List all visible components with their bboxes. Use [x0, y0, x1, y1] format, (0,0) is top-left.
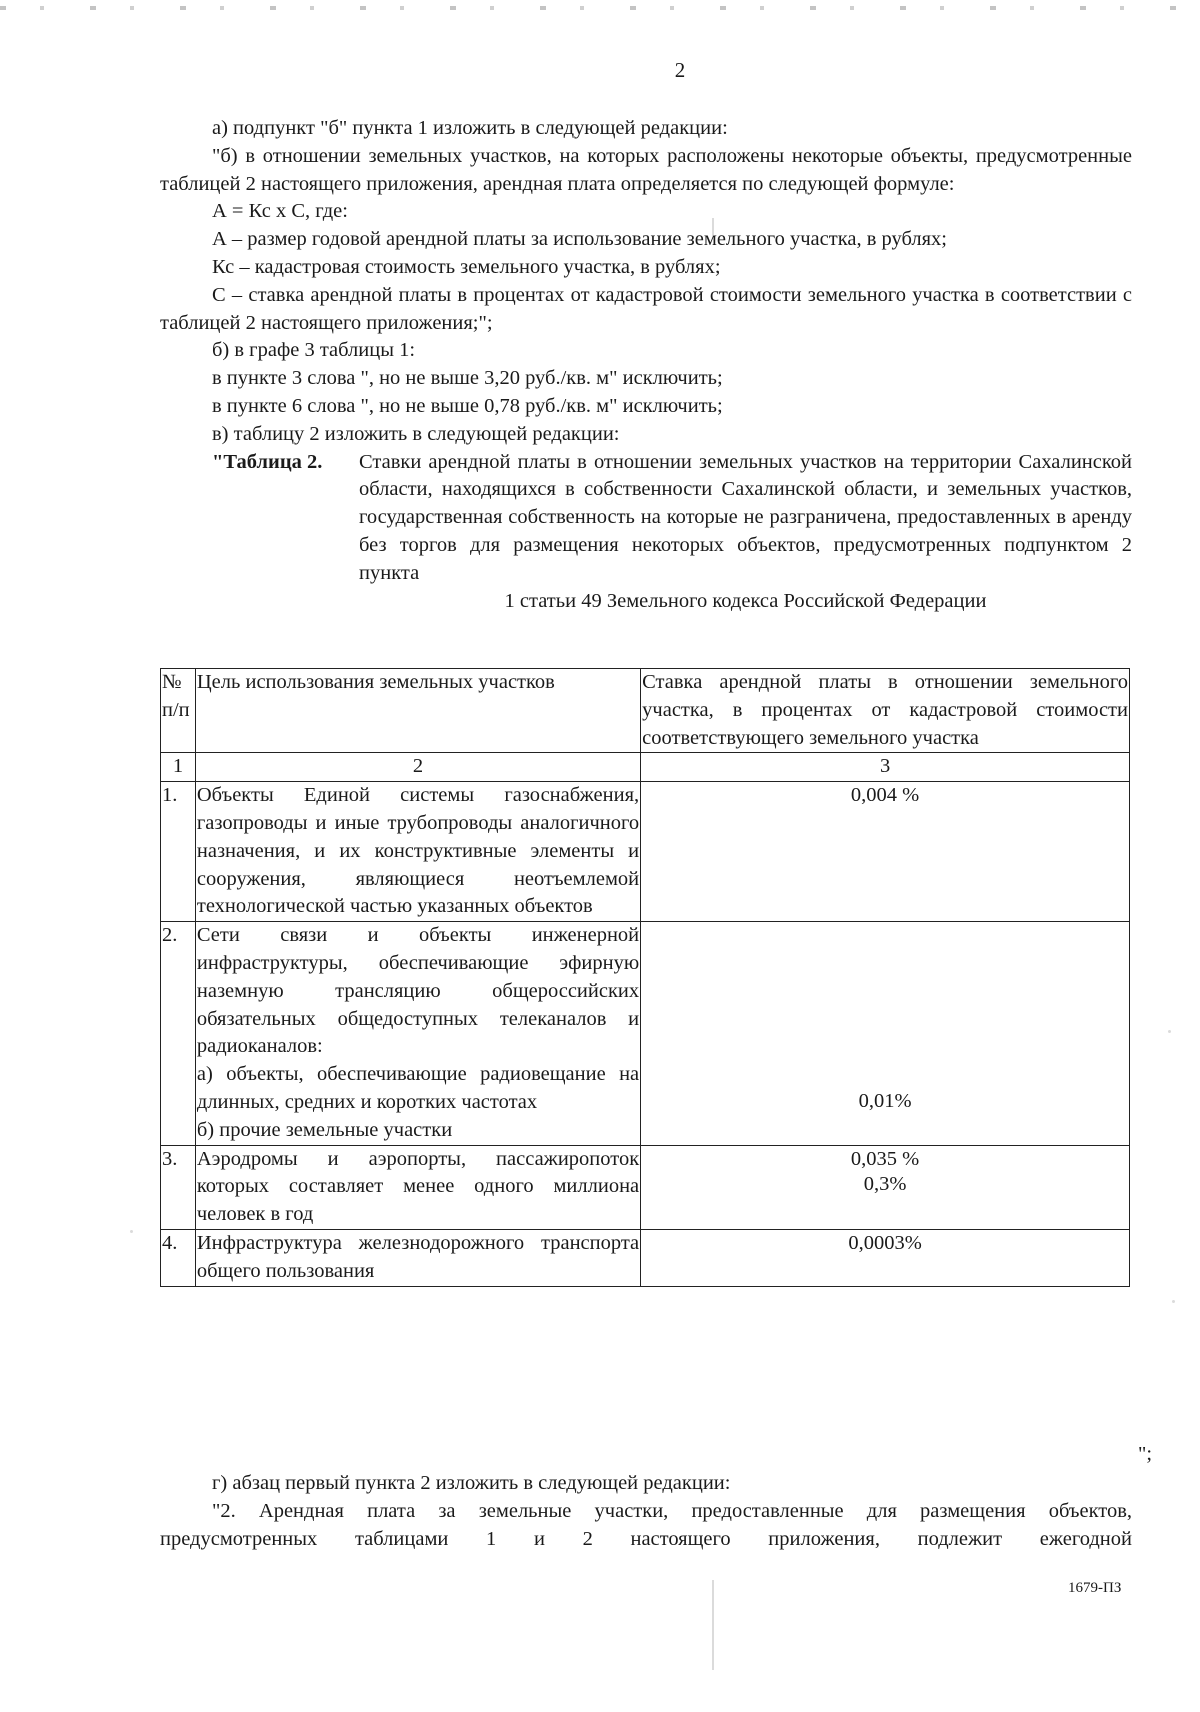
- table-title-text: Ставки арендной платы в отношении земельных участков на территории Сахалинской области, находящихся в собственности Сахалинской области, и земельных участков, государственная собственность на которые не разграничена, предоставленных в аренду без торгов для размещения некоторых объектов, предусмотренных подпунктом 2 пункта 1 статьи 49 Земельного кодекса Российской Федерации: [359, 449, 1132, 616]
- row-number: 3.: [161, 1145, 196, 1229]
- paragraph-subpoint-g: г) абзац первый пункта 2 изложить в следующей редакции:: [212, 1472, 731, 1494]
- paragraph-formula: А = Кс х С, где:: [212, 200, 348, 223]
- row-purpose: Инфраструктура железнодорожного транспорта общего пользования: [195, 1229, 640, 1286]
- table-row: [161, 782, 1130, 922]
- scan-speck: [1168, 1030, 1171, 1033]
- header-number: № п/п: [161, 669, 196, 753]
- row-number: 4.: [161, 1229, 196, 1286]
- row-number: 2.: [161, 922, 196, 1145]
- paragraph-def-c: С – ставка арендной платы в процентах от кадастровой стоимости земельного участка в соответствии с таблицей 2 настоящего приложения;";: [160, 283, 1132, 334]
- table-header-row: [161, 669, 1130, 753]
- row-purpose: [195, 922, 640, 1145]
- scan-speck: [1172, 1300, 1175, 1303]
- header-purpose: Цель использования земельных участков: [195, 669, 640, 753]
- colnum-2: 2: [195, 753, 640, 782]
- scan-speck: [130, 1230, 133, 1233]
- table-closing-quote: ";: [1138, 1443, 1153, 1465]
- row-rate: 0,004 %: [641, 782, 1130, 922]
- table-title-label: "Таблица 2.: [212, 450, 323, 473]
- row-purpose-sub-a: а) объекты, обеспечивающие радиовещание на длинных, средних и коротких частотах: [196, 1063, 640, 1113]
- row-rate: 0,035 %: [641, 1145, 1130, 1229]
- paragraph-subpoint-v: в) таблицу 2 изложить в следующей редакции:: [212, 422, 620, 445]
- row-purpose-main: Сети связи и объекты инженерной инфраструктуры, обеспечивающие эфирную наземную трансляцию общероссийских обязательных общедоступных телеканалов и радиоканалов:: [196, 924, 640, 1058]
- body-text: [160, 115, 1132, 615]
- scan-speck: [712, 218, 714, 236]
- row-purpose-sub-b: б) прочие земельные участки: [196, 1118, 453, 1141]
- rates-table: [160, 668, 1130, 1287]
- scan-artifact-top: [0, 6, 1200, 10]
- paragraph-def-a: А – размер годовой арендной платы за использование земельного участка, в рублях;: [212, 228, 947, 251]
- paragraph-subpoint-b: б) в графе 3 таблицы 1:: [212, 339, 416, 362]
- row-rate-b: 0,3%: [863, 1173, 907, 1196]
- after-table-text: [160, 1470, 1132, 1553]
- row-purpose: Объекты Единой системы газоснабжения, газопроводы и иные трубопроводы аналогичного назначения, и их конструктивные элементы и сооружения, являющиеся неотъемлемой технологической частью указанных объектов: [195, 782, 640, 922]
- table-row: [161, 1229, 1130, 1286]
- scan-speck: [712, 1580, 714, 1670]
- paragraph-b-quote: "б) в отношении земельных участков, на которых расположены некоторые объекты, предусмотренные таблицей 2 настоящего приложения, арендная плата определяется по следующей формуле:: [160, 144, 1132, 195]
- document-code: 1679-ПЗ: [1068, 1580, 1122, 1596]
- paragraph-point-3: в пункте 3 слова ", но не выше 3,20 руб./кв. м" исключить;: [212, 367, 723, 390]
- table-row: [161, 922, 1130, 1145]
- table-colnum-row: [161, 753, 1130, 782]
- paragraph-point-6: в пункте 6 слова ", но не выше 0,78 руб./кв. м" исключить;: [212, 394, 723, 417]
- row-rate-a: 0,01%: [858, 1090, 912, 1113]
- paragraph-def-kc: Кс – кадастровая стоимость земельного участка, в рублях;: [212, 255, 721, 278]
- row-purpose: Аэродромы и аэропорты, пассажиропоток которых составляет менее одного миллиона человек в год: [195, 1145, 640, 1229]
- table-title-last-line: 1 статьи 49 Земельного кодекса Российской Федерации: [504, 589, 987, 612]
- page-number: 2: [674, 58, 686, 82]
- row-rate: 0,0003%: [641, 1229, 1130, 1286]
- paragraph-point-2: "2. Арендная плата за земельные участки, предоставленные для размещения объектов, предусмотренных таблицами 1 и 2 настоящего приложения, подлежит ежегодной: [160, 1499, 1132, 1550]
- table-title: [160, 449, 1132, 616]
- paragraph-subpoint-a: а) подпункт "б" пункта 1 изложить в следующей редакции:: [212, 117, 728, 139]
- header-rate: Ставка арендной платы в отношении земельного участка, в процентах от кадастровой стоимости соответствующего земельного участка: [641, 669, 1130, 753]
- colnum-1: 1: [161, 753, 196, 782]
- row-number: 1.: [161, 782, 196, 922]
- colnum-3: 3: [641, 753, 1130, 782]
